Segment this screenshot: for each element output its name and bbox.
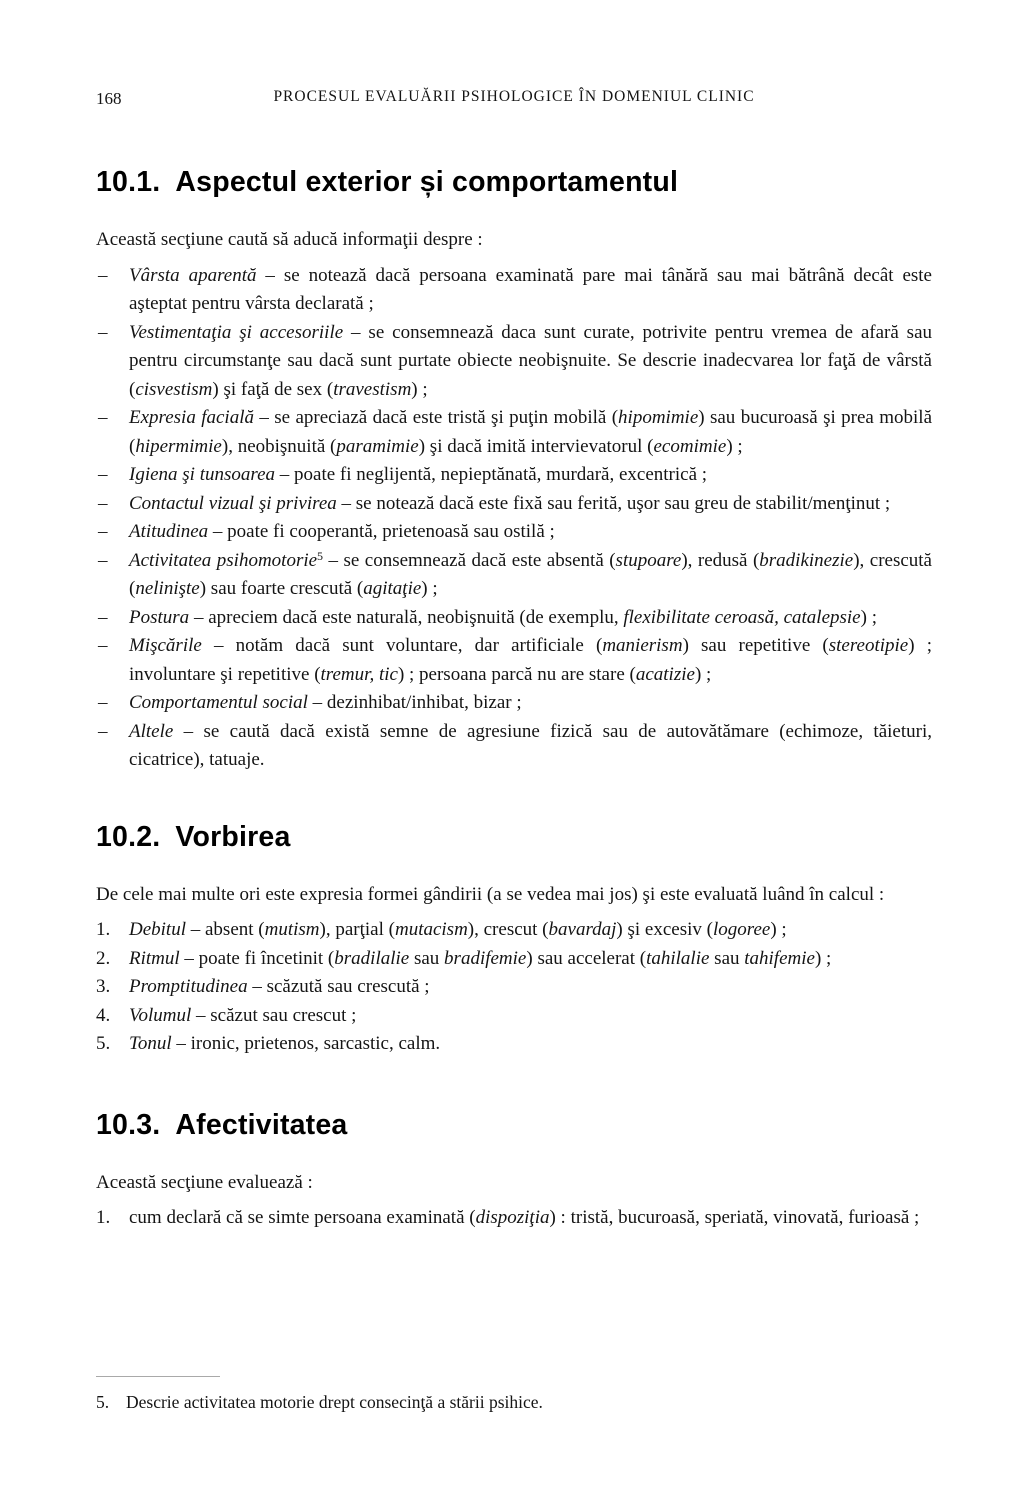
list-item-marker: – [98,407,108,428]
footnote [96,1390,932,1414]
page-content [96,88,932,1233]
list-item [96,718,932,775]
footnote-marker: 5. [96,1392,110,1412]
list-item-text: Promptitudinea – scăzută sau crescută ; [129,976,430,997]
list-item-marker: – [98,464,108,485]
list-item [96,1002,932,1031]
section-intro: De cele mai multe ori este expresia formei gândirii (a se vedea mai jos) şi este evaluată luând în calcul : [96,883,885,905]
list-item [96,973,932,1002]
list-item [96,632,932,689]
list-item [96,262,932,319]
section-intro: Această secţiune evaluează : [96,1171,313,1193]
list-item [96,916,932,945]
list-item [96,547,932,604]
list-item-marker: – [98,264,108,286]
list-item [96,461,932,490]
list-item-marker: – [98,492,108,514]
footnote-text: Descrie activitatea motorie drept consecinţă a stării psihice. [126,1392,543,1412]
list-item-text: Contactul vizual şi privirea – se notează dacă este fixă sau ferită, uşor sau greu de stabilit/menţinut ; [129,492,891,514]
numbered-list [96,916,932,1059]
list-item-text: Expresia facială – se apreciază dacă este tristă şi puţin mobilă (hipomimie) sau bucuroasă şi prea mobilă (hipermimie), neobişnuită (paramimie) şi dacă imită intervievatorul (ecomimie) ; [129,407,932,457]
numbered-list [96,1204,932,1233]
section-heading [96,1109,932,1142]
section-number: 10.3. [96,1108,161,1141]
list-item-marker: 2. [96,947,111,969]
page-number: 168 [96,89,122,108]
list-item-text: Postura – apreciem dacă este naturală, neobişnuită (de exemplu, flexibilitate ceroasă, catalepsie) ; [129,606,877,628]
footnote-separator [96,1376,220,1377]
section-intro: Această secţiune caută să aducă informaţii despre : [96,229,483,250]
section-title: Aspectul exterior și comportamentul [175,166,679,198]
section-heading [96,166,932,199]
list-item-marker: – [98,321,108,343]
list-item-text: Vestimentaţia şi accesoriile – se consemnează daca sunt curate, potrivite pentru vremea de afară sau pentru circumstanţe sau dacă sunt purtate obiecte neobişnuite. Se descrie inadecvarea lor faţă de vârstă (cisvestism) şi faţă de sex (travestism) ; [129,321,932,400]
list-item-marker: – [98,720,108,742]
section-title: Vorbirea [175,820,291,853]
list-item-marker: – [98,549,108,571]
list-item-text: Igiena şi tunsoarea – poate fi neglijentă, nepieptănată, murdară, excentrică ; [129,464,708,485]
list-item [96,1204,932,1233]
section-number: 10.1. [96,166,161,198]
list-item [96,604,932,633]
list-item-text: Ritmul – poate fi încetinit (bradilalie sau bradifemie) sau accelerat (tahilalie sau tahifemie) ; [129,947,832,969]
section-10-1 [96,166,932,775]
list-item [96,319,932,405]
dash-list [96,262,932,775]
list-item-text: Volumul – scăzut sau crescut ; [129,1004,357,1026]
list-item-text: Atitudinea – poate fi cooperantă, prietenoasă sau ostilă ; [129,521,555,542]
list-item-marker: 1. [96,1207,111,1228]
list-item-text: Activitatea psihomotorie$^5$ – se consemnează dacă este absentă (stupoare), redusă (bradikinezie), crescută (nelinişte) sau foarte crescută (agitaţie) ; [129,548,932,599]
list-item [96,689,932,718]
page-header [96,88,932,114]
list-item-marker: 5. [96,1033,111,1054]
list-item-text: Mişcările – notăm dacă sunt voluntare, dar artificiale (manierism) sau repetitive (stereotipie) ; involuntare şi repetitive (tremur, tic) ; persoana parcă nu are stare (acatizie) ; [129,635,932,685]
list-item-text: Altele – se caută dacă există semne de agresiune fizică sau de autovătămare (echimoze, tăieturi, cicatrice), tatuaje. [129,720,932,770]
list-item-text: Vârsta aparentă – se notează dacă persoana examinată pare mai tânără sau mai bătrână decât este aşteptat pentru vârsta declarată ; [129,264,932,314]
list-item [96,1030,932,1059]
section-number: 10.2. [96,820,161,853]
list-item [96,945,932,974]
section-10-2 [96,821,932,1059]
list-item-marker: – [98,606,108,628]
list-item [96,490,932,519]
section-heading [96,821,932,854]
list-item [96,518,932,547]
list-item-marker: 1. [96,919,111,940]
list-item-text: Tonul – ironic, prietenos, sarcastic, calm. [129,1033,441,1054]
list-item-text: Comportamentul social – dezinhibat/inhibat, bizar ; [129,692,522,713]
section-title: Afectivitatea [175,1108,348,1141]
footnote-block [96,1376,932,1414]
list-item [96,404,932,461]
list-item-text: Debitul – absent (mutism), parţial (mutacism), crescut (bavardaj) şi excesiv (logoree) ; [129,919,787,940]
list-item-text: cum declară că se simte persoana examinată (dispoziţia) : tristă, bucuroasă, speriată, vinovată, furioasă ; [129,1207,920,1228]
list-item-marker: 4. [96,1004,111,1026]
list-item-marker: – [98,692,108,713]
list-item-marker: – [98,521,108,542]
section-10-3 [96,1109,932,1233]
running-header-title: PROCESUL EVALUĂRII PSIHOLOGICE ÎN DOMENIUL CLINIC [273,88,755,105]
list-item-marker: 3. [96,976,111,997]
list-item-marker: – [98,635,108,656]
